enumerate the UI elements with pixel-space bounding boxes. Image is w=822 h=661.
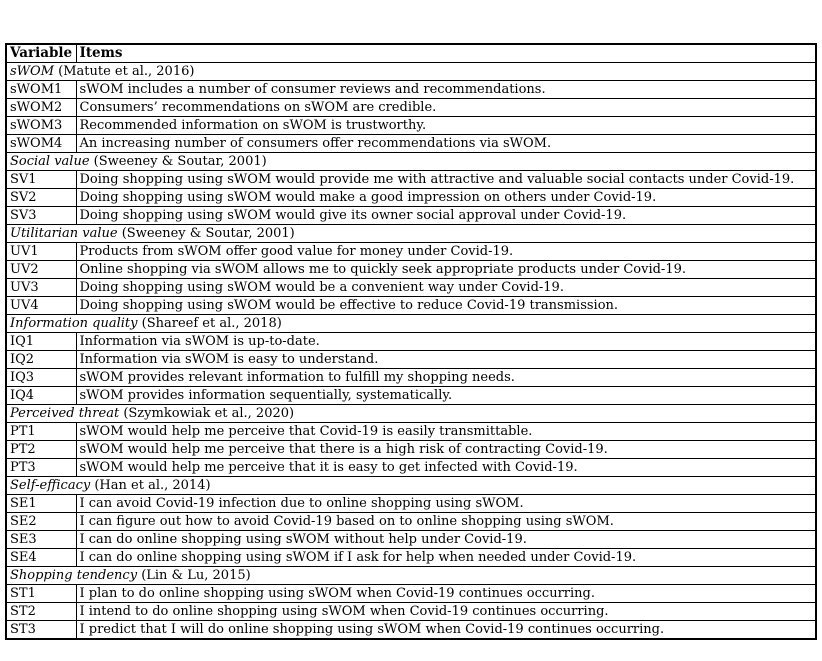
variable-cell: ST3 bbox=[6, 621, 76, 640]
item-cell: sWOM provides relevant information to fulfill my shopping needs. bbox=[76, 369, 816, 387]
table-row bbox=[6, 459, 816, 477]
section-header-row bbox=[6, 315, 816, 333]
section-construct-name: Utilitarian value bbox=[10, 226, 118, 241]
item-cell: Information via sWOM is easy to understand. bbox=[76, 351, 816, 369]
item-cell: Online shopping via sWOM allows me to quickly seek appropriate products under Covid-19. bbox=[76, 261, 816, 279]
variable-cell: sWOM1 bbox=[6, 81, 76, 99]
item-cell: Doing shopping using sWOM would be effective to reduce Covid-19 transmission. bbox=[76, 297, 816, 315]
column-header-items: Items bbox=[76, 44, 816, 63]
variable-cell: IQ3 bbox=[6, 369, 76, 387]
variable-cell: SV2 bbox=[6, 189, 76, 207]
item-cell: I intend to do online shopping using sWOM when Covid-19 continues occurring. bbox=[76, 603, 816, 621]
section-citation: (Sweeney & Soutar, 2001) bbox=[93, 154, 267, 169]
item-cell: Products from sWOM offer good value for money under Covid-19. bbox=[76, 243, 816, 261]
item-cell: I can do online shopping using sWOM without help under Covid-19. bbox=[76, 531, 816, 549]
item-cell: Information via sWOM is up-to-date. bbox=[76, 333, 816, 351]
item-cell: sWOM would help me perceive that it is easy to get infected with Covid-19. bbox=[76, 459, 816, 477]
section-construct-name: Perceived threat bbox=[10, 406, 120, 421]
variable-cell: ST1 bbox=[6, 585, 76, 603]
variable-cell: UV2 bbox=[6, 261, 76, 279]
table-row bbox=[6, 81, 816, 99]
item-cell: Doing shopping using sWOM would give its owner social approval under Covid-19. bbox=[76, 207, 816, 225]
variable-cell: SV1 bbox=[6, 171, 76, 189]
table-row bbox=[6, 171, 816, 189]
variable-cell: ST2 bbox=[6, 603, 76, 621]
item-cell: sWOM would help me perceive that there is a high risk of contracting Covid-19. bbox=[76, 441, 816, 459]
table-row bbox=[6, 261, 816, 279]
variable-cell: SV3 bbox=[6, 207, 76, 225]
section-header-row bbox=[6, 477, 816, 495]
section-citation: (Matute et al., 2016) bbox=[58, 64, 195, 79]
variable-cell: PT2 bbox=[6, 441, 76, 459]
variable-cell: SE4 bbox=[6, 549, 76, 567]
section-header-row bbox=[6, 567, 816, 585]
table-row bbox=[6, 621, 816, 640]
variable-cell: SE2 bbox=[6, 513, 76, 531]
table-row bbox=[6, 189, 816, 207]
section-construct-name: Social value bbox=[10, 154, 90, 169]
table-row bbox=[6, 297, 816, 315]
variable-cell: sWOM3 bbox=[6, 117, 76, 135]
section-construct-name: sWOM bbox=[10, 64, 55, 79]
items-table-body bbox=[6, 63, 816, 640]
section-construct-name: Self-efficacy bbox=[10, 478, 91, 493]
section-title-cell bbox=[6, 567, 816, 585]
section-title-cell bbox=[6, 477, 816, 495]
measurement-items-table bbox=[5, 43, 817, 640]
variable-cell: sWOM4 bbox=[6, 135, 76, 153]
section-citation: (Sweeney & Soutar, 2001) bbox=[121, 226, 295, 241]
variable-cell: SE3 bbox=[6, 531, 76, 549]
table-row bbox=[6, 117, 816, 135]
variable-cell: IQ4 bbox=[6, 387, 76, 405]
variable-cell: IQ2 bbox=[6, 351, 76, 369]
item-cell: I can do online shopping using sWOM if I ask for help when needed under Covid-19. bbox=[76, 549, 816, 567]
table-row bbox=[6, 513, 816, 531]
section-construct-name: Information quality bbox=[10, 316, 138, 331]
variable-cell: sWOM2 bbox=[6, 99, 76, 117]
section-title-cell bbox=[6, 225, 816, 243]
section-title-cell bbox=[6, 405, 816, 423]
item-cell: Doing shopping using sWOM would be a convenient way under Covid-19. bbox=[76, 279, 816, 297]
variable-cell: UV3 bbox=[6, 279, 76, 297]
table-row bbox=[6, 279, 816, 297]
variable-cell: UV4 bbox=[6, 297, 76, 315]
item-cell: sWOM would help me perceive that Covid-19 is easily transmittable. bbox=[76, 423, 816, 441]
item-cell: I can avoid Covid-19 infection due to online shopping using sWOM. bbox=[76, 495, 816, 513]
section-header-row bbox=[6, 225, 816, 243]
table-row bbox=[6, 243, 816, 261]
item-cell: I plan to do online shopping using sWOM when Covid-19 continues occurring. bbox=[76, 585, 816, 603]
section-header-row bbox=[6, 405, 816, 423]
table-row bbox=[6, 99, 816, 117]
section-citation: (Han et al., 2014) bbox=[94, 478, 211, 493]
section-construct-name: Shopping tendency bbox=[10, 568, 138, 583]
table-row bbox=[6, 423, 816, 441]
variable-cell: PT1 bbox=[6, 423, 76, 441]
table-row bbox=[6, 333, 816, 351]
section-header-row bbox=[6, 63, 816, 81]
section-citation: (Shareef et al., 2018) bbox=[141, 316, 282, 331]
table-row bbox=[6, 495, 816, 513]
variable-cell: SE1 bbox=[6, 495, 76, 513]
item-cell: Doing shopping using sWOM would make a good impression on others under Covid-19. bbox=[76, 189, 816, 207]
variable-cell: IQ1 bbox=[6, 333, 76, 351]
table-row bbox=[6, 369, 816, 387]
item-cell: sWOM provides information sequentially, systematically. bbox=[76, 387, 816, 405]
item-cell: I can figure out how to avoid Covid-19 based on to online shopping using sWOM. bbox=[76, 513, 816, 531]
section-citation: (Lin & Lu, 2015) bbox=[141, 568, 251, 583]
table-row bbox=[6, 585, 816, 603]
table-row bbox=[6, 549, 816, 567]
variable-cell: UV1 bbox=[6, 243, 76, 261]
item-cell: Recommended information on sWOM is trustworthy. bbox=[76, 117, 816, 135]
table-row bbox=[6, 387, 816, 405]
table-row bbox=[6, 441, 816, 459]
variable-cell: PT3 bbox=[6, 459, 76, 477]
section-header-row bbox=[6, 153, 816, 171]
table-row bbox=[6, 603, 816, 621]
table-header-row bbox=[6, 44, 816, 63]
table-row bbox=[6, 135, 816, 153]
table-row bbox=[6, 207, 816, 225]
section-title-cell bbox=[6, 315, 816, 333]
column-header-variable: Variable bbox=[6, 44, 76, 63]
table-row bbox=[6, 531, 816, 549]
item-cell: Doing shopping using sWOM would provide me with attractive and valuable social contacts under Covid-19. bbox=[76, 171, 816, 189]
section-title-cell bbox=[6, 153, 816, 171]
section-citation: (Szymkowiak et al., 2020) bbox=[123, 406, 295, 421]
item-cell: Consumers’ recommendations on sWOM are credible. bbox=[76, 99, 816, 117]
item-cell: An increasing number of consumers offer recommendations via sWOM. bbox=[76, 135, 816, 153]
table-row bbox=[6, 351, 816, 369]
item-cell: I predict that I will do online shopping using sWOM when Covid-19 continues occurring. bbox=[76, 621, 816, 640]
item-cell: sWOM includes a number of consumer reviews and recommendations. bbox=[76, 81, 816, 99]
section-title-cell bbox=[6, 63, 816, 81]
